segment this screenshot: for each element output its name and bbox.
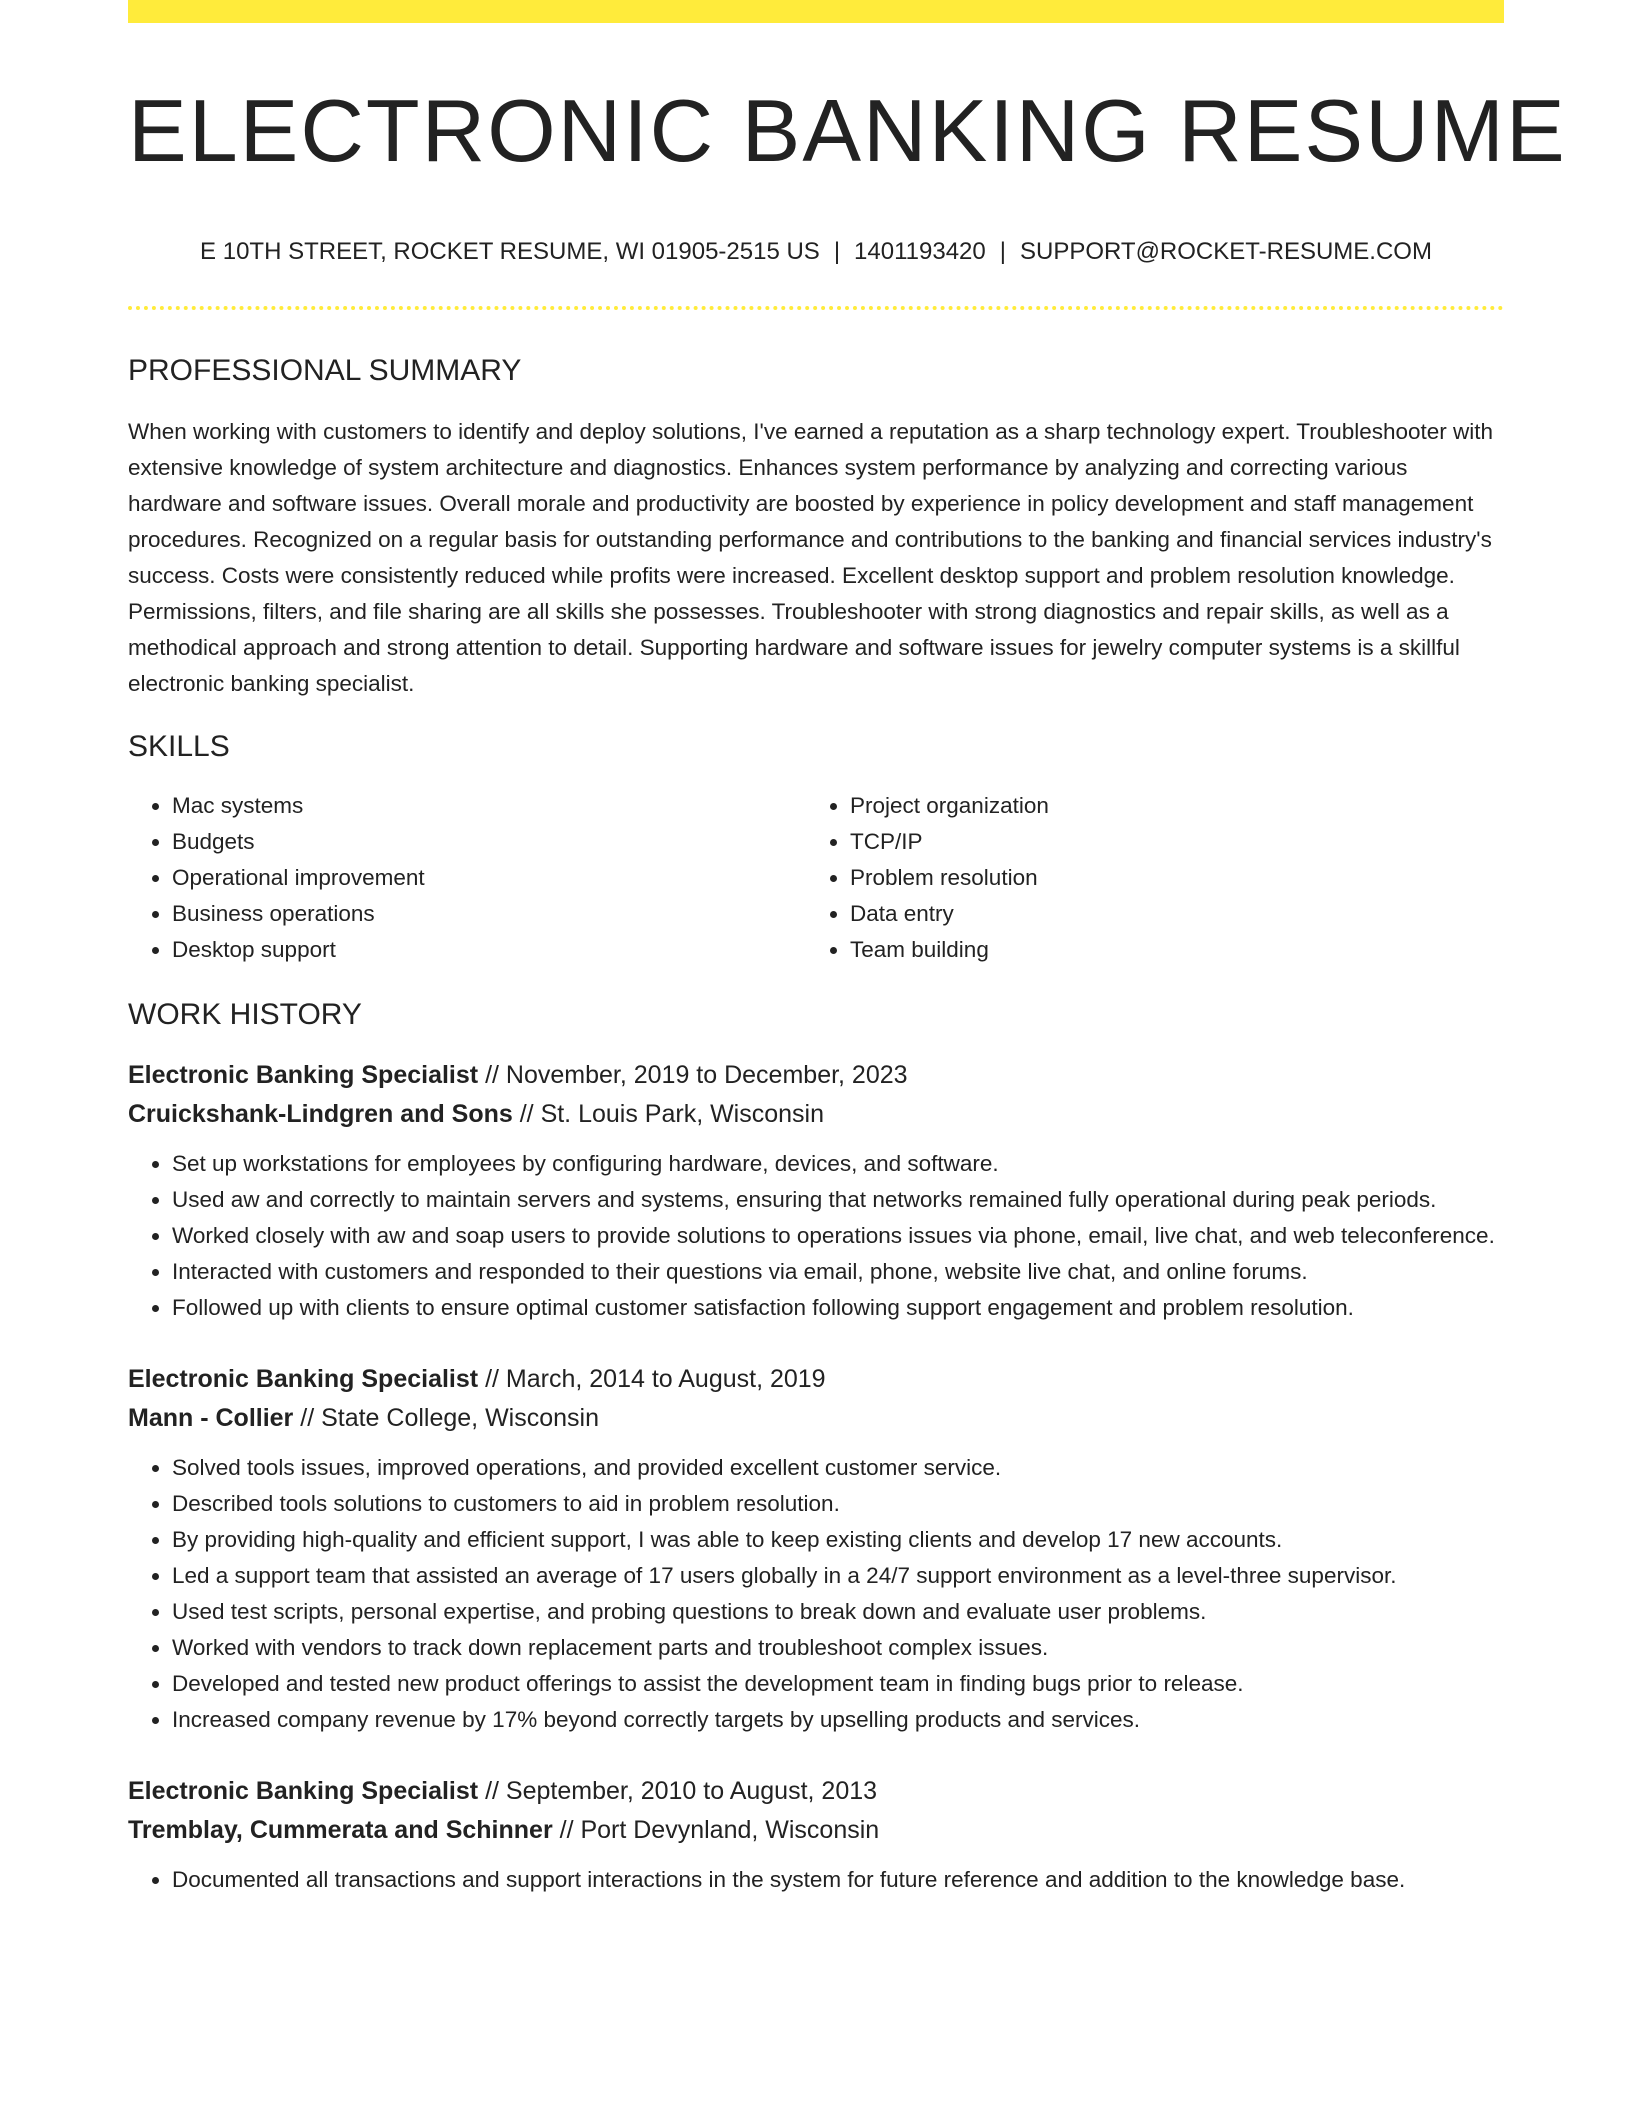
skill-item: • Business operations xyxy=(172,896,806,932)
skill-item: • TCP/IP xyxy=(850,824,1484,860)
dotted-divider xyxy=(128,306,1504,310)
job-location: // St. Louis Park, Wisconsin xyxy=(512,1099,824,1128)
job-bullets xyxy=(128,1862,1504,1898)
job-company: Tremblay, Cummerata and Schinner xyxy=(128,1815,553,1844)
job-bullet: • Described tools solutions to customers to aid in problem resolution. xyxy=(172,1486,1504,1522)
job-bullet: • Worked with vendors to track down replacement parts and troubleshoot complex issues. xyxy=(172,1630,1504,1666)
skills-column-right xyxy=(806,788,1484,968)
skill-item: • Data entry xyxy=(850,896,1484,932)
summary-text: When working with customers to identify and deploy solutions, I've earned a reputation as a sharp technology expert. Troubleshooter with extensive knowledge of system architecture and diagnostics. Enhances system performance by analyzing and correcting various hardware and software issues. Overall morale and productivity are boosted by experience in policy development and staff management procedures. Recognized on a regular basis for outstanding performance and contributions to the banking and financial services industry's success. Costs were consistently reduced while profits were increased. Excellent desktop support and problem resolution knowledge. Permissions, filters, and file sharing are all skills she possesses. Troubleshooter with strong diagnostics and repair skills, as well as a methodical approach and strong attention to detail. Supporting hardware and software issues for jewelry computer systems is a skillful electronic banking specialist. xyxy=(128,418,1494,696)
job-bullet: • Led a support team that assisted an average of 17 users globally in a 24/7 support environment as a level-three supervisor. xyxy=(172,1558,1504,1594)
job-dates: // March, 2014 to August, 2019 xyxy=(478,1364,826,1393)
contact-email: SUPPORT@ROCKET-RESUME.COM xyxy=(1019,237,1432,265)
job-role: Electronic Banking Specialist xyxy=(128,1364,479,1393)
skill-item: • Budgets xyxy=(172,824,806,860)
job-company-line xyxy=(128,1399,1504,1438)
job-dates: // November, 2019 to December, 2023 xyxy=(478,1060,908,1089)
skills-heading: SKILLS xyxy=(128,729,230,763)
job-bullet: • Increased company revenue by 17% beyond correctly targets by upselling products and services. xyxy=(172,1702,1504,1738)
contact-separator: | xyxy=(999,237,1006,265)
job-bullet: • By providing high-quality and efficient support, I was able to keep existing clients and develop 17 new accounts. xyxy=(172,1522,1504,1558)
job-role-line xyxy=(128,1360,1504,1399)
job-dates: // September, 2010 to August, 2013 xyxy=(478,1776,878,1805)
contact-phone: 1401193420 xyxy=(854,237,986,265)
job-bullet: • Worked closely with aw and soap users to provide solutions to operations issues via phone, email, live chat, and web teleconference. xyxy=(172,1218,1504,1254)
skills-column-left xyxy=(128,788,806,968)
job-role: Electronic Banking Specialist xyxy=(128,1060,479,1089)
job-bullet: • Set up workstations for employees by configuring hardware, devices, and software. xyxy=(172,1146,1504,1182)
job-company-line xyxy=(128,1095,1504,1134)
job-location: // State College, Wisconsin xyxy=(293,1403,599,1432)
job-entry xyxy=(128,1056,1504,1326)
job-entry xyxy=(128,1772,1504,1898)
job-role: Electronic Banking Specialist xyxy=(128,1776,479,1805)
job-location: // Port Devynland, Wisconsin xyxy=(552,1815,880,1844)
skill-item: • Operational improvement xyxy=(172,860,806,896)
contact-line xyxy=(128,238,1504,266)
job-bullet: • Used aw and correctly to maintain servers and systems, ensuring that networks remained fully operational during peak periods. xyxy=(172,1182,1504,1218)
job-company-line xyxy=(128,1811,1504,1850)
job-company: Mann - Collier xyxy=(128,1403,294,1432)
job-bullet: • Used test scripts, personal expertise, and probing questions to break down and evaluate user problems. xyxy=(172,1594,1504,1630)
accent-bar xyxy=(128,0,1504,23)
job-bullet: • Interacted with customers and responded to their questions via email, phone, website live chat, and online forums. xyxy=(172,1254,1504,1290)
work-history-heading: WORK HISTORY xyxy=(128,997,362,1031)
skill-item: • Desktop support xyxy=(172,932,806,968)
job-entry xyxy=(128,1360,1504,1738)
summary-heading: PROFESSIONAL SUMMARY xyxy=(128,353,522,387)
skill-item: • Team building xyxy=(850,932,1484,968)
contact-address: E 10TH STREET, ROCKET RESUME, WI 01905-2515 US xyxy=(200,237,820,265)
job-bullets xyxy=(128,1146,1504,1326)
job-bullet: • Developed and tested new product offerings to assist the development team in finding bugs prior to release. xyxy=(172,1666,1504,1702)
job-role-line xyxy=(128,1772,1504,1811)
job-company: Cruickshank-Lindgren and Sons xyxy=(128,1099,513,1128)
resume-title: ELECTRONIC BANKING RESUME xyxy=(128,81,1567,180)
job-role-line xyxy=(128,1056,1504,1095)
skill-item: • Problem resolution xyxy=(850,860,1484,896)
contact-separator: | xyxy=(833,237,841,265)
skill-item: • Project organization xyxy=(850,788,1484,824)
job-bullets xyxy=(128,1450,1504,1738)
job-bullet: • Solved tools issues, improved operations, and provided excellent customer service. xyxy=(172,1450,1504,1486)
resume-page xyxy=(128,0,1567,1898)
job-bullet: • Documented all transactions and support interactions in the system for future reference and addition to the knowledge base. xyxy=(172,1862,1504,1898)
job-bullet: • Followed up with clients to ensure optimal customer satisfaction following support engagement and problem resolution. xyxy=(172,1290,1504,1326)
skills-list xyxy=(128,788,1504,968)
skill-item: • Mac systems xyxy=(172,788,806,824)
